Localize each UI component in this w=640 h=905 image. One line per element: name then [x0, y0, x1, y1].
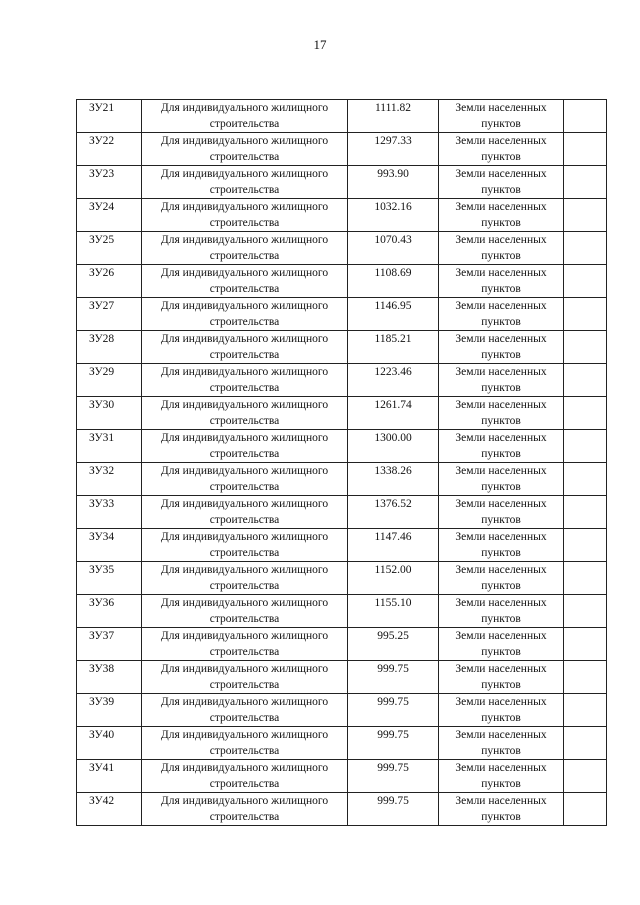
- land-category-cell: [439, 496, 564, 529]
- land-category-line: пунктов: [481, 712, 521, 724]
- parcel-id-cell: ЗУ25: [77, 232, 142, 265]
- permitted-use-cell: [142, 793, 348, 826]
- permitted-use-line: строительства: [209, 217, 280, 229]
- area-cell: 1032.16: [348, 199, 439, 232]
- permitted-use-line: Для индивидуального жилищного: [160, 762, 329, 774]
- land-category-line: Земли населенных: [455, 729, 547, 741]
- permitted-use-line: Для индивидуального жилищного: [160, 795, 329, 807]
- permitted-use-line: строительства: [209, 811, 280, 823]
- land-category-cell: [439, 265, 564, 298]
- land-category-line: Земли населенных: [455, 102, 547, 114]
- parcel-id-cell: ЗУ38: [77, 661, 142, 694]
- parcel-id-cell: ЗУ28: [77, 331, 142, 364]
- table-row: [77, 760, 607, 793]
- permitted-use-line: строительства: [209, 184, 280, 196]
- parcel-id-cell: ЗУ27: [77, 298, 142, 331]
- parcel-id-cell: ЗУ32: [77, 463, 142, 496]
- table-row: [77, 100, 607, 133]
- land-category-line: Земли населенных: [455, 663, 547, 675]
- table-row: [77, 166, 607, 199]
- permitted-use-cell: [142, 364, 348, 397]
- permitted-use-line: Для индивидуального жилищного: [160, 498, 329, 510]
- land-category-cell: [439, 166, 564, 199]
- area-cell: 1111.82: [348, 100, 439, 133]
- table-row: [77, 331, 607, 364]
- permitted-use-line: строительства: [209, 349, 280, 361]
- land-category-line: пунктов: [481, 679, 521, 691]
- area-cell: 1070.43: [348, 232, 439, 265]
- land-category-line: Земли населенных: [455, 498, 547, 510]
- permitted-use-cell: [142, 397, 348, 430]
- land-category-line: Земли населенных: [455, 267, 547, 279]
- permitted-use-cell: [142, 133, 348, 166]
- permitted-use-line: Для индивидуального жилищного: [160, 564, 329, 576]
- permitted-use-line: строительства: [209, 382, 280, 394]
- notes-cell: [564, 199, 607, 232]
- notes-cell: [564, 166, 607, 199]
- notes-cell: [564, 496, 607, 529]
- notes-cell: [564, 760, 607, 793]
- area-cell: 999.75: [348, 793, 439, 826]
- area-cell: 1108.69: [348, 265, 439, 298]
- table-row: [77, 265, 607, 298]
- land-category-line: пунктов: [481, 349, 521, 361]
- permitted-use-line: строительства: [209, 481, 280, 493]
- land-category-line: Земли населенных: [455, 135, 547, 147]
- land-category-cell: [439, 661, 564, 694]
- land-category-cell: [439, 298, 564, 331]
- parcel-id-cell: ЗУ40: [77, 727, 142, 760]
- parcel-id-cell: ЗУ39: [77, 694, 142, 727]
- land-category-cell: [439, 232, 564, 265]
- permitted-use-cell: [142, 661, 348, 694]
- table-row: [77, 463, 607, 496]
- permitted-use-line: строительства: [209, 778, 280, 790]
- table-row: [77, 199, 607, 232]
- parcel-id-cell: ЗУ29: [77, 364, 142, 397]
- permitted-use-cell: [142, 430, 348, 463]
- notes-cell: [564, 727, 607, 760]
- parcel-id-cell: ЗУ31: [77, 430, 142, 463]
- land-category-line: пунктов: [481, 316, 521, 328]
- table-row: [77, 232, 607, 265]
- land-category-line: Земли населенных: [455, 795, 547, 807]
- area-cell: 1297.33: [348, 133, 439, 166]
- permitted-use-line: строительства: [209, 646, 280, 658]
- land-category-line: Земли населенных: [455, 168, 547, 180]
- permitted-use-line: Для индивидуального жилищного: [160, 696, 329, 708]
- notes-cell: [564, 529, 607, 562]
- land-category-line: Земли населенных: [455, 564, 547, 576]
- land-category-line: Земли населенных: [455, 630, 547, 642]
- land-category-cell: [439, 694, 564, 727]
- land-category-line: пунктов: [481, 481, 521, 493]
- land-category-line: пунктов: [481, 811, 521, 823]
- notes-cell: [564, 397, 607, 430]
- area-cell: 1152.00: [348, 562, 439, 595]
- notes-cell: [564, 562, 607, 595]
- land-category-line: Земли населенных: [455, 432, 547, 444]
- land-category-cell: [439, 364, 564, 397]
- land-category-cell: [439, 331, 564, 364]
- land-category-line: пунктов: [481, 547, 521, 559]
- permitted-use-cell: [142, 100, 348, 133]
- table-row: [77, 694, 607, 727]
- table-body: [77, 100, 607, 826]
- permitted-use-line: Для индивидуального жилищного: [160, 366, 329, 378]
- permitted-use-line: Для индивидуального жилищного: [160, 135, 329, 147]
- land-category-line: пунктов: [481, 415, 521, 427]
- area-cell: 1338.26: [348, 463, 439, 496]
- permitted-use-cell: [142, 265, 348, 298]
- land-category-cell: [439, 100, 564, 133]
- notes-cell: [564, 628, 607, 661]
- area-cell: 999.75: [348, 760, 439, 793]
- notes-cell: [564, 430, 607, 463]
- land-category-line: Земли населенных: [455, 234, 547, 246]
- area-cell: 995.25: [348, 628, 439, 661]
- parcel-id-cell: ЗУ21: [77, 100, 142, 133]
- permitted-use-cell: [142, 760, 348, 793]
- land-category-line: пунктов: [481, 514, 521, 526]
- permitted-use-cell: [142, 232, 348, 265]
- parcel-id-cell: ЗУ24: [77, 199, 142, 232]
- table-row: [77, 397, 607, 430]
- permitted-use-line: Для индивидуального жилищного: [160, 168, 329, 180]
- parcel-id-cell: ЗУ37: [77, 628, 142, 661]
- permitted-use-line: Для индивидуального жилищного: [160, 102, 329, 114]
- area-cell: 1376.52: [348, 496, 439, 529]
- land-category-line: пунктов: [481, 217, 521, 229]
- parcel-id-cell: ЗУ33: [77, 496, 142, 529]
- permitted-use-line: Для индивидуального жилищного: [160, 333, 329, 345]
- area-cell: 999.75: [348, 694, 439, 727]
- land-category-cell: [439, 628, 564, 661]
- land-category-line: пунктов: [481, 580, 521, 592]
- permitted-use-line: строительства: [209, 514, 280, 526]
- table-row: [77, 628, 607, 661]
- permitted-use-line: Для индивидуального жилищного: [160, 465, 329, 477]
- land-category-cell: [439, 727, 564, 760]
- permitted-use-line: строительства: [209, 250, 280, 262]
- parcel-id-cell: ЗУ36: [77, 595, 142, 628]
- notes-cell: [564, 694, 607, 727]
- notes-cell: [564, 298, 607, 331]
- notes-cell: [564, 463, 607, 496]
- land-category-cell: [439, 430, 564, 463]
- notes-cell: [564, 265, 607, 298]
- land-category-cell: [439, 760, 564, 793]
- parcel-id-cell: ЗУ26: [77, 265, 142, 298]
- land-category-cell: [439, 199, 564, 232]
- notes-cell: [564, 364, 607, 397]
- permitted-use-line: строительства: [209, 613, 280, 625]
- land-category-line: пунктов: [481, 448, 521, 460]
- area-cell: 1223.46: [348, 364, 439, 397]
- permitted-use-line: Для индивидуального жилищного: [160, 201, 329, 213]
- permitted-use-line: строительства: [209, 448, 280, 460]
- parcel-id-cell: ЗУ42: [77, 793, 142, 826]
- land-category-line: пунктов: [481, 613, 521, 625]
- land-category-line: пунктов: [481, 382, 521, 394]
- page-number: 17: [313, 37, 327, 52]
- area-cell: 993.90: [348, 166, 439, 199]
- land-category-line: пунктов: [481, 283, 521, 295]
- permitted-use-line: Для индивидуального жилищного: [160, 399, 329, 411]
- permitted-use-line: Для индивидуального жилищного: [160, 630, 329, 642]
- permitted-use-line: строительства: [209, 415, 280, 427]
- table-row: [77, 661, 607, 694]
- notes-cell: [564, 661, 607, 694]
- permitted-use-cell: [142, 331, 348, 364]
- permitted-use-cell: [142, 298, 348, 331]
- area-cell: 1147.46: [348, 529, 439, 562]
- permitted-use-line: строительства: [209, 580, 280, 592]
- notes-cell: [564, 595, 607, 628]
- permitted-use-line: Для индивидуального жилищного: [160, 432, 329, 444]
- land-category-cell: [439, 463, 564, 496]
- table-row: [77, 133, 607, 166]
- permitted-use-cell: [142, 595, 348, 628]
- land-parcels-table: [76, 99, 607, 826]
- land-category-line: Земли населенных: [455, 696, 547, 708]
- permitted-use-cell: [142, 166, 348, 199]
- table-row: [77, 727, 607, 760]
- permitted-use-cell: [142, 496, 348, 529]
- land-category-line: пунктов: [481, 778, 521, 790]
- area-cell: 999.75: [348, 661, 439, 694]
- land-category-cell: [439, 397, 564, 430]
- area-cell: 999.75: [348, 727, 439, 760]
- land-category-line: пунктов: [481, 118, 521, 130]
- land-category-line: пунктов: [481, 151, 521, 163]
- permitted-use-cell: [142, 562, 348, 595]
- parcel-id-cell: ЗУ22: [77, 133, 142, 166]
- table-row: [77, 793, 607, 826]
- area-cell: 1155.10: [348, 595, 439, 628]
- permitted-use-cell: [142, 529, 348, 562]
- notes-cell: [564, 100, 607, 133]
- table-row: [77, 562, 607, 595]
- notes-cell: [564, 793, 607, 826]
- permitted-use-line: строительства: [209, 745, 280, 757]
- parcel-id-cell: ЗУ34: [77, 529, 142, 562]
- parcel-id-cell: ЗУ23: [77, 166, 142, 199]
- permitted-use-line: строительства: [209, 283, 280, 295]
- parcel-id-cell: ЗУ30: [77, 397, 142, 430]
- land-category-line: пунктов: [481, 184, 521, 196]
- parcel-id-cell: ЗУ41: [77, 760, 142, 793]
- permitted-use-line: строительства: [209, 118, 280, 130]
- land-category-line: Земли населенных: [455, 366, 547, 378]
- area-cell: 1300.00: [348, 430, 439, 463]
- table-row: [77, 496, 607, 529]
- table-row: [77, 430, 607, 463]
- land-category-line: пунктов: [481, 745, 521, 757]
- permitted-use-line: Для индивидуального жилищного: [160, 729, 329, 741]
- area-cell: 1185.21: [348, 331, 439, 364]
- table-row: [77, 529, 607, 562]
- permitted-use-cell: [142, 199, 348, 232]
- area-cell: 1146.95: [348, 298, 439, 331]
- land-category-cell: [439, 562, 564, 595]
- permitted-use-line: строительства: [209, 712, 280, 724]
- land-category-cell: [439, 133, 564, 166]
- table-row: [77, 298, 607, 331]
- land-category-line: Земли населенных: [455, 201, 547, 213]
- land-category-cell: [439, 595, 564, 628]
- land-category-line: Земли населенных: [455, 531, 547, 543]
- permitted-use-line: Для индивидуального жилищного: [160, 267, 329, 279]
- land-category-line: Земли населенных: [455, 465, 547, 477]
- land-category-cell: [439, 529, 564, 562]
- permitted-use-line: строительства: [209, 547, 280, 559]
- permitted-use-cell: [142, 463, 348, 496]
- permitted-use-line: Для индивидуального жилищного: [160, 597, 329, 609]
- permitted-use-cell: [142, 694, 348, 727]
- land-category-line: Земли населенных: [455, 300, 547, 312]
- land-category-line: пунктов: [481, 646, 521, 658]
- land-category-line: пунктов: [481, 250, 521, 262]
- notes-cell: [564, 133, 607, 166]
- permitted-use-line: строительства: [209, 151, 280, 163]
- table-row: [77, 364, 607, 397]
- permitted-use-line: строительства: [209, 679, 280, 691]
- table-row: [77, 595, 607, 628]
- land-category-line: Земли населенных: [455, 333, 547, 345]
- permitted-use-cell: [142, 628, 348, 661]
- land-category-cell: [439, 793, 564, 826]
- parcel-id-cell: ЗУ35: [77, 562, 142, 595]
- permitted-use-line: Для индивидуального жилищного: [160, 234, 329, 246]
- permitted-use-line: Для индивидуального жилищного: [160, 663, 329, 675]
- notes-cell: [564, 232, 607, 265]
- permitted-use-line: строительства: [209, 316, 280, 328]
- permitted-use-line: Для индивидуального жилищного: [160, 531, 329, 543]
- land-category-line: Земли населенных: [455, 597, 547, 609]
- land-category-line: Земли населенных: [455, 399, 547, 411]
- notes-cell: [564, 331, 607, 364]
- area-cell: 1261.74: [348, 397, 439, 430]
- permitted-use-line: Для индивидуального жилищного: [160, 300, 329, 312]
- permitted-use-cell: [142, 727, 348, 760]
- land-category-line: Земли населенных: [455, 762, 547, 774]
